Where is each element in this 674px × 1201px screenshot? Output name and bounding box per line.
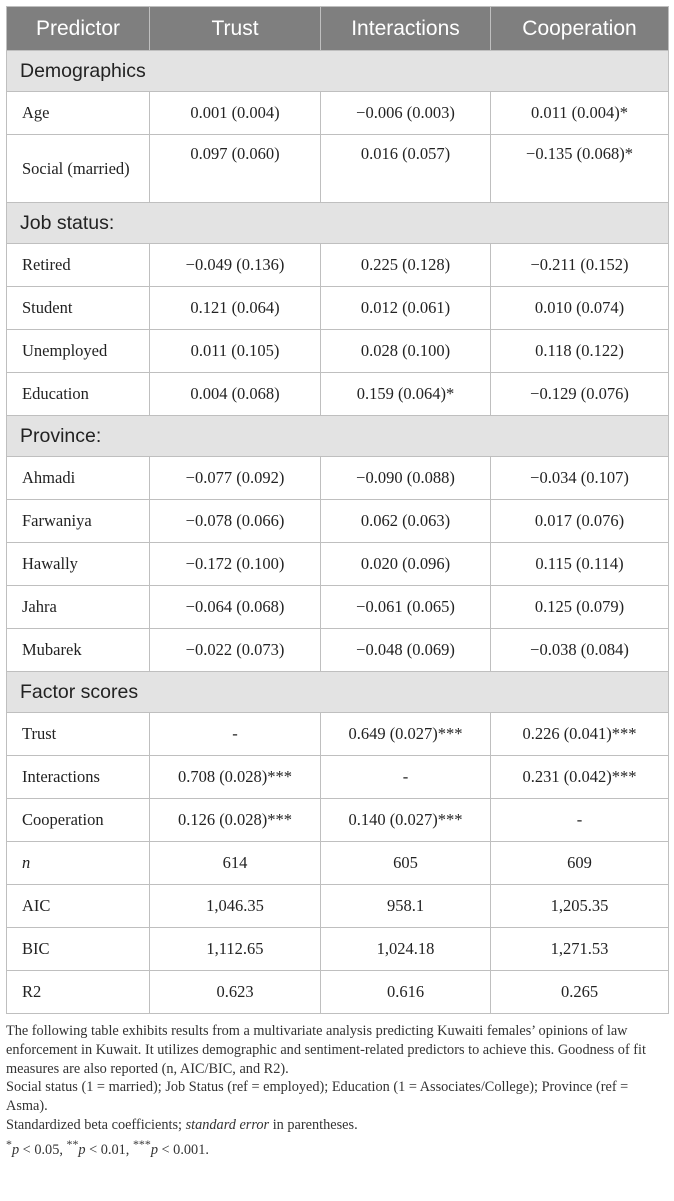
table-row: [7, 799, 669, 842]
cell-interactions: 0.616: [321, 971, 491, 1014]
cell-trust: −0.172 (0.100): [150, 543, 321, 586]
row-label: Jahra: [7, 586, 150, 629]
note-significance: [6, 1135, 668, 1160]
cell-cooperation: 1,205.35: [491, 885, 669, 928]
cell-interactions: 0.020 (0.096): [321, 543, 491, 586]
cell-trust: 1,046.35: [150, 885, 321, 928]
cell-interactions: -: [321, 756, 491, 799]
cell-trust: 0.011 (0.105): [150, 330, 321, 373]
cell-trust: −0.064 (0.068): [150, 586, 321, 629]
table-row: [7, 586, 669, 629]
row-label: BIC: [7, 928, 150, 971]
cell-interactions: 0.159 (0.064)*: [321, 373, 491, 416]
row-label: Ahmadi: [7, 457, 150, 500]
header-row: [7, 7, 669, 51]
table-row: [7, 457, 669, 500]
cell-cooperation: 609: [491, 842, 669, 885]
cell-cooperation: −0.034 (0.107): [491, 457, 669, 500]
sig-star-2: **: [66, 1136, 79, 1151]
cell-interactions: 0.225 (0.128): [321, 244, 491, 287]
regression-table: [6, 6, 669, 1014]
cell-trust: −0.022 (0.073): [150, 629, 321, 672]
row-label: Mubarek: [7, 629, 150, 672]
cell-trust: 0.001 (0.004): [150, 92, 321, 135]
row-label: Farwaniya: [7, 500, 150, 543]
cell-interactions: 0.140 (0.027)***: [321, 799, 491, 842]
table-notes: [6, 1022, 668, 1159]
row-label: Student: [7, 287, 150, 330]
note-coefficients-italic: standard error: [185, 1116, 270, 1133]
cell-cooperation: -: [491, 799, 669, 842]
table-row: [7, 629, 669, 672]
table-row: [7, 330, 669, 373]
cell-cooperation: 0.011 (0.004)*: [491, 92, 669, 135]
note-coefficients: [6, 1116, 668, 1135]
table-row: [7, 971, 669, 1014]
cell-interactions: 0.028 (0.100): [321, 330, 491, 373]
cell-trust: -: [150, 713, 321, 756]
row-label: Cooperation: [7, 799, 150, 842]
note-coefficients-prefix: Standardized beta coefficients;: [6, 1116, 186, 1133]
row-label: R2: [7, 971, 150, 1014]
table-row: [7, 500, 669, 543]
cell-cooperation: −0.135 (0.068)*: [491, 135, 669, 203]
cell-cooperation: 0.226 (0.041)***: [491, 713, 669, 756]
table-row: [7, 244, 669, 287]
cell-interactions: −0.006 (0.003): [321, 92, 491, 135]
section-title: Province:: [7, 416, 669, 457]
cell-cooperation: −0.211 (0.152): [491, 244, 669, 287]
cell-cooperation: 0.265: [491, 971, 669, 1014]
row-label: Trust: [7, 713, 150, 756]
row-label: AIC: [7, 885, 150, 928]
row-label: Education: [7, 373, 150, 416]
cell-interactions: 605: [321, 842, 491, 885]
sig-p-3: p: [150, 1141, 158, 1158]
cell-cooperation: 0.231 (0.042)***: [491, 756, 669, 799]
document-page: [6, 6, 668, 1159]
row-label: Unemployed: [7, 330, 150, 373]
cell-interactions: 0.012 (0.061): [321, 287, 491, 330]
cell-cooperation: 0.017 (0.076): [491, 500, 669, 543]
section-row-job-status: [7, 203, 669, 244]
header-trust: Trust: [150, 7, 321, 51]
row-label: Hawally: [7, 543, 150, 586]
section-title: Demographics: [7, 51, 669, 92]
cell-cooperation: 0.010 (0.074): [491, 287, 669, 330]
cell-trust: −0.078 (0.066): [150, 500, 321, 543]
table-row: [7, 713, 669, 756]
cell-cooperation: 0.118 (0.122): [491, 330, 669, 373]
table-row: [7, 885, 669, 928]
cell-interactions: 958.1: [321, 885, 491, 928]
table-row: [7, 92, 669, 135]
header-predictor: Predictor: [7, 7, 150, 51]
cell-trust: 614: [150, 842, 321, 885]
cell-cooperation: 0.125 (0.079): [491, 586, 669, 629]
row-label: Retired: [7, 244, 150, 287]
cell-trust: 0.121 (0.064): [150, 287, 321, 330]
table-row: [7, 373, 669, 416]
cell-interactions: 0.062 (0.063): [321, 500, 491, 543]
row-label: Social (married): [7, 135, 150, 203]
cell-trust: −0.077 (0.092): [150, 457, 321, 500]
cell-interactions: −0.061 (0.065): [321, 586, 491, 629]
note-description: The following table exhibits results from a multivariate analysis predicting Kuwaiti females’ opinions of law enforcement in Kuwait. It utilizes demographic and sentiment-related predictors to achieve this. Goodness of fit measures are also reported (n, AIC/BIC, and R2).: [6, 1023, 646, 1077]
cell-cooperation: 1,271.53: [491, 928, 669, 971]
sig-text-1: < 0.05,: [19, 1141, 67, 1158]
section-row-factor-scores: [7, 672, 669, 713]
sig-text-3: < 0.001.: [157, 1141, 209, 1158]
header-interactions: Interactions: [321, 7, 491, 51]
table-row: [7, 842, 669, 885]
cell-trust: 0.097 (0.060): [150, 135, 321, 203]
cell-cooperation: −0.038 (0.084): [491, 629, 669, 672]
section-row-demographics: [7, 51, 669, 92]
cell-interactions: 1,024.18: [321, 928, 491, 971]
sig-star-3: ***: [132, 1136, 151, 1151]
cell-cooperation: −0.129 (0.076): [491, 373, 669, 416]
sig-p-2: p: [78, 1141, 86, 1158]
table-row: [7, 135, 669, 203]
cell-trust: 0.004 (0.068): [150, 373, 321, 416]
cell-interactions: 0.016 (0.057): [321, 135, 491, 203]
section-row-province: [7, 416, 669, 457]
sig-text-2: < 0.01,: [85, 1141, 133, 1158]
cell-interactions: −0.090 (0.088): [321, 457, 491, 500]
cell-trust: −0.049 (0.136): [150, 244, 321, 287]
cell-interactions: 0.649 (0.027)***: [321, 713, 491, 756]
sig-star-1: *: [6, 1136, 12, 1151]
sig-p-1: p: [11, 1141, 20, 1158]
cell-trust: 0.126 (0.028)***: [150, 799, 321, 842]
row-label: n: [7, 842, 150, 885]
cell-trust: 0.623: [150, 971, 321, 1014]
cell-cooperation: 0.115 (0.114): [491, 543, 669, 586]
note-coding: Social status (1 = married); Job Status (ref = employed); Education (1 = Associates/College); Province (ref = Asma).: [6, 1079, 629, 1115]
table-row: [7, 287, 669, 330]
table-row: [7, 928, 669, 971]
row-label: Age: [7, 92, 150, 135]
table-row: [7, 543, 669, 586]
row-label: Interactions: [7, 756, 150, 799]
cell-interactions: −0.048 (0.069): [321, 629, 491, 672]
cell-trust: 1,112.65: [150, 928, 321, 971]
table-row: [7, 756, 669, 799]
section-title: Job status:: [7, 203, 669, 244]
cell-trust: 0.708 (0.028)***: [150, 756, 321, 799]
note-coefficients-suffix: in parentheses.: [269, 1116, 358, 1133]
section-title: Factor scores: [7, 672, 669, 713]
header-cooperation: Cooperation: [491, 7, 669, 51]
